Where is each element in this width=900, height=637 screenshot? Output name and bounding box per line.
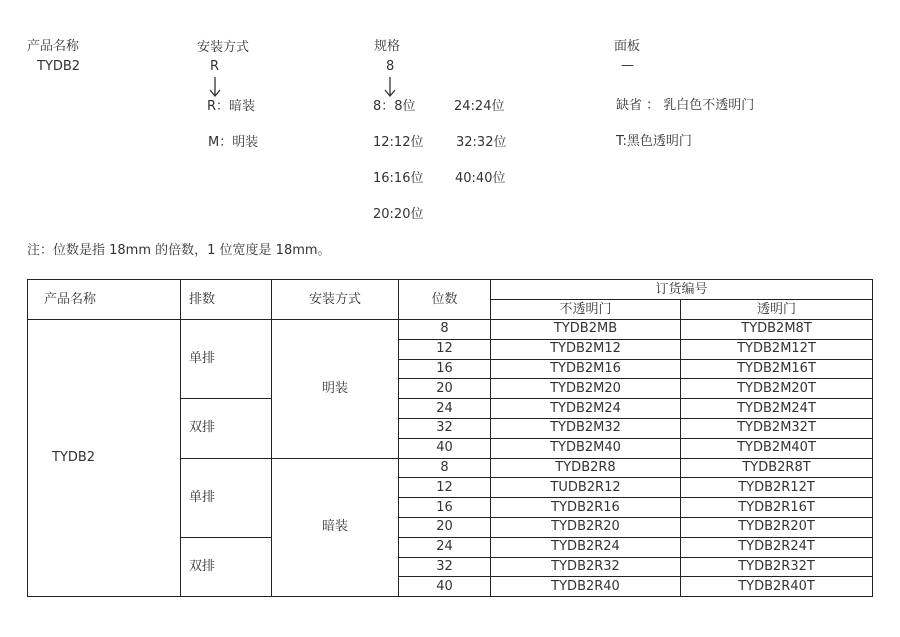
size-option-24: 24:24位 [454, 99, 505, 114]
header-transparent: 透明门 [681, 300, 873, 320]
transparent-code-cell: TYDB2M12T [681, 339, 873, 359]
header-product: 产品名称 [28, 280, 181, 320]
opaque-code-cell: TYDB2MB [491, 320, 681, 340]
opaque-code-cell: TYDB2R16 [491, 498, 681, 518]
product-name-value: TYDB2 [37, 59, 81, 74]
opaque-code-cell: TYDB2M16 [491, 359, 681, 379]
positions-cell: 12 [399, 478, 491, 498]
transparent-code-cell: TYDB2R20T [681, 517, 873, 537]
install-label: 安装方式 [197, 40, 250, 55]
positions-cell: 24 [399, 399, 491, 419]
header-positions: 位数 [399, 280, 491, 320]
positions-cell: 40 [399, 577, 491, 597]
table-row [28, 320, 873, 340]
transparent-code-cell: TYDB2R40T [681, 577, 873, 597]
positions-cell: 16 [399, 359, 491, 379]
header-install: 安装方式 [272, 280, 399, 320]
header-rows: 排数 [181, 280, 272, 320]
rows-cell: 双排 [181, 537, 272, 596]
positions-cell: 24 [399, 537, 491, 557]
opaque-code-cell: TUDB2R12 [491, 478, 681, 498]
install-option-r: R：暗装 [207, 99, 256, 114]
transparent-code-cell: TYDB2R24T [681, 537, 873, 557]
positions-cell: 32 [399, 418, 491, 438]
note-text: 注：位数是指 18mm 的倍数，1 位宽度是 18mm。 [27, 243, 331, 258]
rows-cell: 单排 [181, 320, 272, 399]
transparent-code-cell: TYDB2R12T [681, 478, 873, 498]
transparent-code-cell: TYDB2M40T [681, 438, 873, 458]
positions-cell: 16 [399, 498, 491, 518]
opaque-code-cell: TYDB2R20 [491, 517, 681, 537]
positions-cell: 20 [399, 379, 491, 399]
positions-cell: 32 [399, 557, 491, 577]
size-arrow-icon [383, 77, 397, 97]
size-option-20: 20:20位 [373, 207, 424, 222]
size-option-12: 12:12位 [373, 135, 424, 150]
size-option-32: 32:32位 [456, 135, 507, 150]
product-name-label: 产品名称 [27, 39, 80, 54]
rows-cell: 双排 [181, 399, 272, 458]
positions-cell: 20 [399, 517, 491, 537]
transparent-code-cell: TYDB2R8T [681, 458, 873, 478]
opaque-code-cell: TYDB2M20 [491, 379, 681, 399]
header-order-code: 订货编号 [491, 280, 873, 300]
install-arrow-icon [208, 77, 222, 97]
positions-cell: 8 [399, 458, 491, 478]
size-option-8: 8：8位 [373, 99, 416, 114]
opaque-code-cell: TYDB2M32 [491, 418, 681, 438]
install-option-m: M：明装 [208, 135, 259, 150]
panel-code: — [621, 58, 634, 73]
rows-cell: 单排 [181, 458, 272, 537]
install-code: R [210, 59, 220, 74]
install-cell: 暗装 [272, 458, 399, 597]
opaque-code-cell: TYDB2R32 [491, 557, 681, 577]
transparent-code-cell: TYDB2R16T [681, 498, 873, 518]
opaque-code-cell: TYDB2M24 [491, 399, 681, 419]
size-label: 规格 [374, 39, 401, 54]
transparent-code-cell: TYDB2M20T [681, 379, 873, 399]
opaque-code-cell: TYDB2M40 [491, 438, 681, 458]
opaque-code-cell: TYDB2R8 [491, 458, 681, 478]
size-option-16: 16:16位 [373, 171, 424, 186]
opaque-code-cell: TYDB2M12 [491, 339, 681, 359]
order-table [27, 279, 873, 597]
opaque-code-cell: TYDB2R24 [491, 537, 681, 557]
size-code: 8 [386, 59, 395, 74]
install-cell: 明装 [272, 320, 399, 459]
opaque-code-cell: TYDB2R40 [491, 577, 681, 597]
product-name-cell: TYDB2 [28, 320, 181, 597]
transparent-code-cell: TYDB2M32T [681, 418, 873, 438]
transparent-code-cell: TYDB2M8T [681, 320, 873, 340]
panel-label: 面板 [614, 39, 641, 54]
panel-option-default: 缺省 ： 乳白色不透明门 [616, 98, 755, 113]
positions-cell: 8 [399, 320, 491, 340]
positions-cell: 40 [399, 438, 491, 458]
header-opaque: 不透明门 [491, 300, 681, 320]
transparent-code-cell: TYDB2R32T [681, 557, 873, 577]
size-option-40: 40:40位 [455, 171, 506, 186]
transparent-code-cell: TYDB2M16T [681, 359, 873, 379]
panel-option-t: T:黑色透明门 [616, 134, 692, 149]
positions-cell: 12 [399, 339, 491, 359]
transparent-code-cell: TYDB2M24T [681, 399, 873, 419]
